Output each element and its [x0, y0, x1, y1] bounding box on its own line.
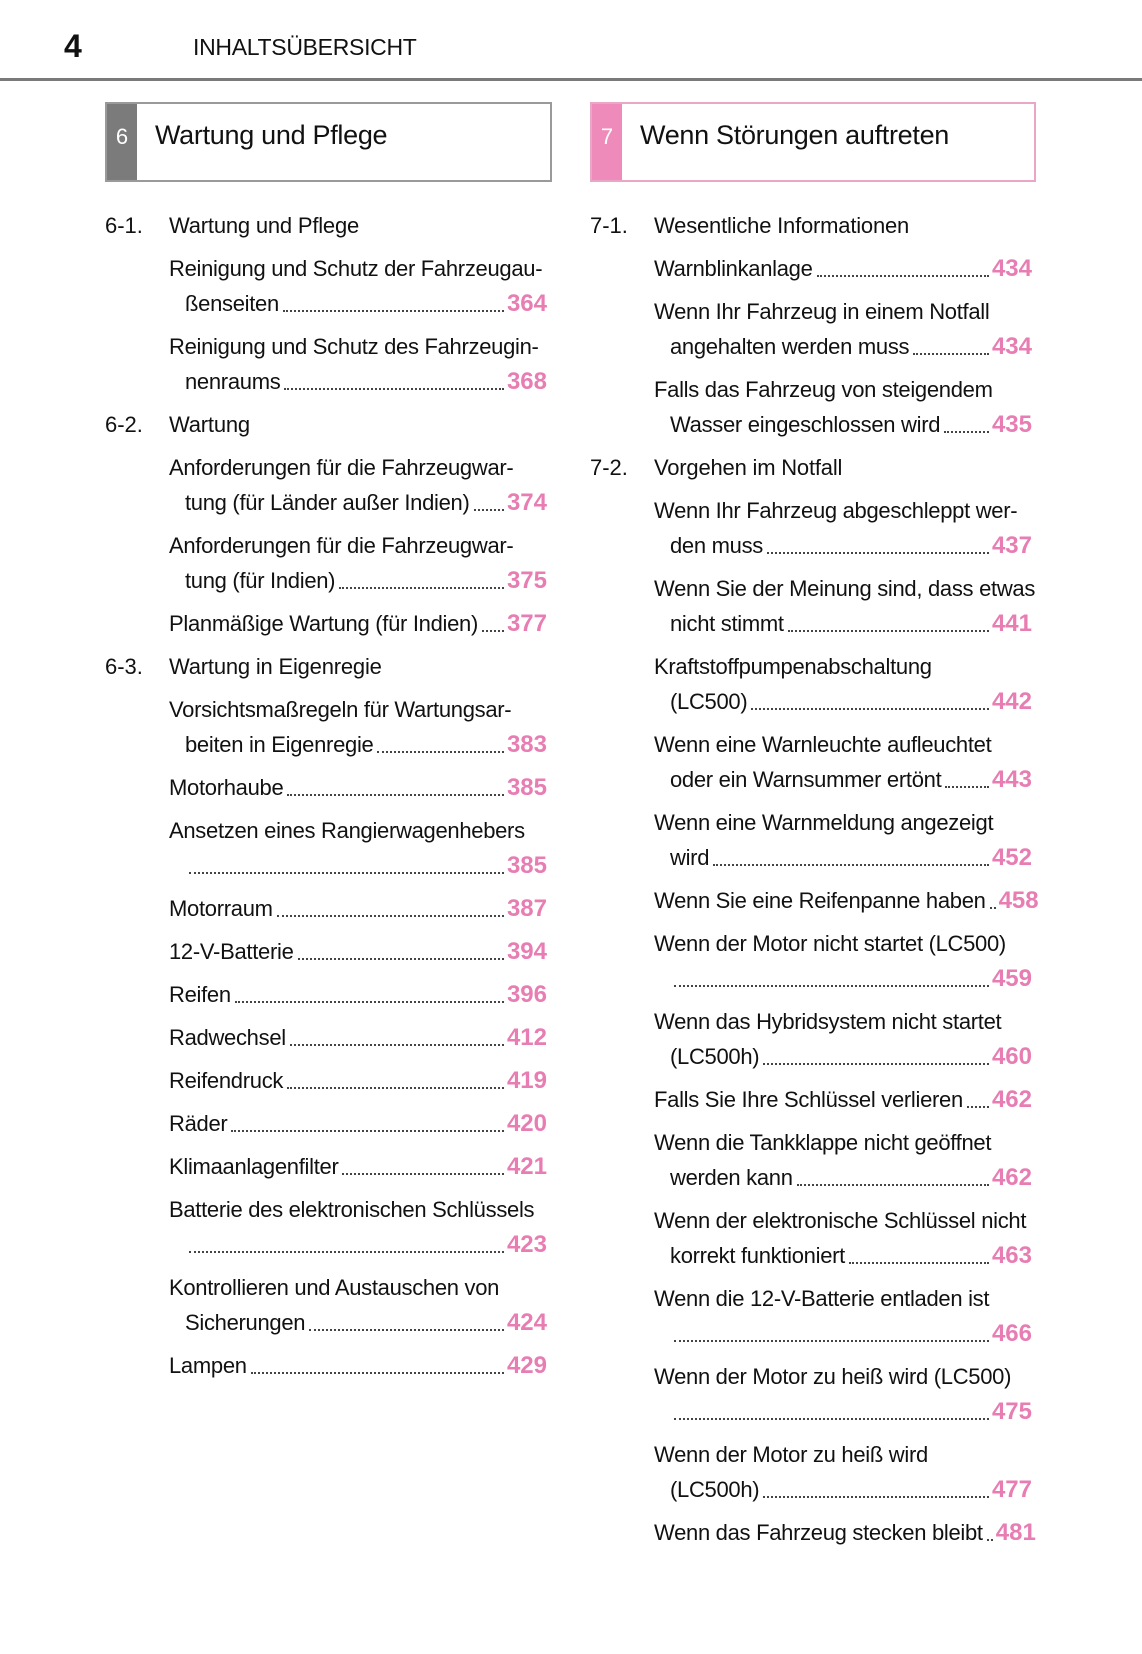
dot-leader: [797, 1184, 989, 1186]
toc-entry[interactable]: [169, 934, 547, 969]
dot-leader: [674, 1340, 989, 1342]
toc-entry-line: [654, 1437, 1032, 1472]
entry-text: Wenn Sie der Meinung sind, dass etwas: [654, 576, 1036, 601]
section-number: 7-2.: [590, 455, 628, 480]
toc-entry-line: [654, 1004, 1032, 1039]
entry-text: werden kann: [670, 1165, 793, 1190]
page-link[interactable]: 385: [506, 852, 547, 879]
entry-text: Reinigung und Schutz des Fahrzeugin-: [169, 334, 539, 359]
toc-entry-line: [169, 286, 547, 321]
entry-text: (LC500h): [670, 1477, 760, 1502]
chapter-7-header[interactable]: [590, 102, 1036, 182]
toc-entry-line: [654, 1281, 1032, 1316]
toc-entry-line: [654, 528, 1032, 563]
toc-entry-line: [169, 450, 547, 485]
entry-text: Kraftstoffpumpenabschaltung: [654, 654, 932, 679]
entry-text: Wenn eine Warnmeldung angezeigt: [654, 810, 994, 835]
toc-entry[interactable]: [169, 1020, 547, 1055]
toc-entry[interactable]: [169, 891, 547, 926]
entry-text: Wenn der Motor zu heiß wird (LC500): [654, 1364, 1012, 1389]
dot-leader: [945, 786, 989, 788]
toc-entry-line: [654, 493, 1032, 528]
toc-entry[interactable]: [654, 883, 1039, 918]
page-link[interactable]: 377: [506, 610, 547, 637]
toc-entry-line: [654, 684, 1032, 719]
section-heading[interactable]: [105, 407, 547, 442]
toc-entry-line: [654, 840, 1032, 875]
page-link[interactable]: 420: [506, 1110, 547, 1137]
toc-entry-line: [654, 294, 1032, 329]
entry-text: Batterie des elektronischen Schlüssels: [169, 1197, 535, 1222]
toc-entry-line: [169, 364, 547, 399]
toc-entry[interactable]: [169, 450, 547, 520]
toc-entry[interactable]: [169, 770, 547, 805]
entry-text: Wenn das Fahrzeug stecken bleibt: [654, 1520, 983, 1545]
dot-leader: [283, 310, 504, 312]
toc-entry-line: [169, 1149, 547, 1184]
dot-leader: [298, 958, 504, 960]
toc-entry-line: [654, 1160, 1032, 1195]
dot-leader: [763, 1496, 989, 1498]
dot-leader: [788, 630, 989, 632]
chapter-title: Wartung und Pflege: [155, 120, 388, 150]
entry-text: korrekt funktioniert: [670, 1243, 845, 1268]
toc-entry-line: [654, 1472, 1032, 1507]
entry-text: nicht stimmt: [670, 611, 784, 636]
toc-entry-line: [169, 1192, 547, 1227]
entry-text: Wenn das Hybridsystem nicht startet: [654, 1009, 1002, 1034]
toc-entry[interactable]: [654, 1359, 1032, 1429]
toc-entry-line: [169, 692, 547, 727]
entry-text: Falls Sie Ihre Schlüssel verlieren: [654, 1087, 963, 1112]
toc-entry[interactable]: [169, 1192, 547, 1262]
toc-entry[interactable]: [654, 251, 1032, 286]
entry-text: Wenn der elektronische Schlüssel nicht: [654, 1208, 1027, 1233]
dot-leader: [189, 1251, 504, 1253]
page-link[interactable]: 437: [991, 532, 1032, 559]
entry-text: beiten in Eigenregie: [185, 732, 374, 757]
dot-leader: [767, 552, 989, 554]
dot-leader: [189, 872, 504, 874]
entry-text: Wenn Ihr Fahrzeug abgeschleppt wer-: [654, 498, 1018, 523]
entry-text: Anforderungen für die Fahrzeugwar-: [169, 533, 514, 558]
toc-entry-line: [654, 926, 1032, 961]
toc-entry-line: [169, 1020, 547, 1055]
toc-entry-line: [654, 407, 1032, 442]
chapter-number-tab: 7: [592, 104, 622, 180]
entry-text: Wenn die 12-V-Batterie entladen ist: [654, 1286, 990, 1311]
entry-text: Wenn die Tankklappe nicht geöffnet: [654, 1130, 992, 1155]
dot-leader: [713, 864, 989, 866]
toc-entry[interactable]: [654, 571, 1036, 641]
toc-entry-line: [169, 770, 547, 805]
toc-entry-line: [169, 1270, 547, 1305]
page-header-title: INHALTSÜBERSICHT: [193, 34, 417, 60]
page-link[interactable]: 375: [506, 567, 547, 594]
entry-text: Radwechsel: [169, 1025, 286, 1050]
toc-entry-line: [654, 571, 1036, 606]
toc-entry-line: [169, 813, 547, 848]
toc-entry-line: [654, 762, 1032, 797]
toc-entry-line: [169, 329, 547, 364]
toc-entry-line: [169, 1106, 547, 1141]
toc-entry[interactable]: [169, 251, 547, 321]
entry-text: tung (für Indien): [185, 568, 336, 593]
entry-text: Anforderungen für die Fahrzeugwar-: [169, 455, 514, 480]
dot-leader: [474, 509, 504, 511]
page-link[interactable]: 364: [506, 290, 547, 317]
page-link[interactable]: 462: [991, 1086, 1032, 1113]
page-link[interactable]: 419: [506, 1067, 547, 1094]
toc-entry[interactable]: [169, 606, 547, 641]
entry-text: Wasser eingeschlossen wird: [670, 412, 941, 437]
entry-text: Wenn der Motor zu heiß wird: [654, 1442, 928, 1467]
entry-text: Wenn eine Warnleuchte aufleuchtet: [654, 732, 992, 757]
entry-text: Reinigung und Schutz der Fahrzeugau-: [169, 256, 543, 281]
header-divider: [0, 78, 1142, 81]
entry-text: Kontrollieren und Austauschen von: [169, 1275, 500, 1300]
toc-entry-line: [169, 606, 547, 641]
chapter-6-toc: [105, 208, 547, 1391]
toc-entry[interactable]: [654, 1004, 1032, 1074]
toc-entry[interactable]: [654, 649, 1032, 719]
toc-entry-line: [654, 961, 1032, 996]
toc-entry[interactable]: [169, 977, 547, 1012]
page-link[interactable]: 481: [995, 1519, 1036, 1546]
toc-entry-line: [169, 563, 547, 598]
page-link[interactable]: 434: [991, 333, 1032, 360]
page-link[interactable]: 452: [991, 844, 1032, 871]
entry-text: Räder: [169, 1111, 228, 1136]
toc-entry[interactable]: [169, 1270, 547, 1340]
toc-entry[interactable]: [169, 692, 547, 762]
dot-leader: [944, 431, 989, 433]
toc-entry-line: [654, 1515, 1036, 1550]
page-link[interactable]: 477: [991, 1476, 1032, 1503]
toc-entry-line: [169, 1348, 547, 1383]
toc-entry[interactable]: [654, 493, 1032, 563]
toc-entry-line: [654, 251, 1032, 286]
chapter-6-header[interactable]: [105, 102, 552, 182]
dot-leader: [277, 915, 504, 917]
toc-entry-line: [169, 251, 547, 286]
page-link[interactable]: 466: [991, 1320, 1032, 1347]
entry-text: Falls das Fahrzeug von steigendem: [654, 377, 993, 402]
toc-entry[interactable]: [654, 926, 1032, 996]
dot-leader: [287, 1087, 504, 1089]
toc-entry[interactable]: [654, 1515, 1036, 1550]
section-title: Wartung in Eigenregie: [169, 654, 382, 679]
dot-leader: [287, 794, 504, 796]
section-number: 6-2.: [105, 412, 143, 437]
toc-entry-line: [654, 1082, 1032, 1117]
toc-entry-line: [169, 1063, 547, 1098]
section-heading[interactable]: [105, 649, 547, 684]
toc-entry[interactable]: [654, 1082, 1032, 1117]
entry-text: Reifendruck: [169, 1068, 284, 1093]
dot-leader: [990, 907, 996, 909]
entry-text: Sicherungen: [185, 1310, 306, 1335]
section-title: Wesentliche Informationen: [654, 213, 910, 238]
section-title: Wartung und Pflege: [169, 213, 360, 238]
toc-entry-line: [169, 727, 547, 762]
entry-text: Lampen: [169, 1353, 247, 1378]
dot-leader: [913, 353, 989, 355]
toc-entry-line: [654, 1316, 1032, 1351]
toc-entry-line: [654, 1039, 1032, 1074]
dot-leader: [251, 1372, 504, 1374]
section-title: Wartung: [169, 412, 250, 437]
dot-leader: [377, 751, 503, 753]
page-link[interactable]: 424: [506, 1309, 547, 1336]
page-link[interactable]: 443: [991, 766, 1032, 793]
page-link[interactable]: 394: [506, 938, 547, 965]
dot-leader: [339, 587, 504, 589]
toc-entry[interactable]: [169, 528, 547, 598]
toc-entry[interactable]: [169, 1149, 547, 1184]
entry-text: angehalten werden muss: [670, 334, 910, 359]
page-link[interactable]: 442: [991, 688, 1032, 715]
section-heading[interactable]: [590, 208, 1032, 243]
entry-text: Motorhaube: [169, 775, 284, 800]
dot-leader: [235, 1001, 504, 1003]
page-link[interactable]: 459: [991, 965, 1032, 992]
entry-text: Warnblinkanlage: [654, 256, 813, 281]
toc-entry[interactable]: [169, 1106, 547, 1141]
page-link[interactable]: 463: [991, 1242, 1032, 1269]
entry-text: Wenn Sie eine Reifenpanne haben: [654, 888, 986, 913]
chapter-number-tab: 6: [107, 104, 137, 180]
toc-entry-line: [169, 848, 547, 883]
toc-entry[interactable]: [169, 1348, 547, 1383]
entry-text: (LC500h): [670, 1044, 760, 1069]
toc-entry-line: [654, 649, 1032, 684]
entry-text: Ansetzen eines Rangierwagenhebers: [169, 818, 525, 843]
toc-entry-line: [169, 891, 547, 926]
toc-entry[interactable]: [654, 1125, 1032, 1195]
page-link[interactable]: 421: [506, 1153, 547, 1180]
dot-leader: [482, 630, 504, 632]
entry-text: Motorraum: [169, 896, 273, 921]
toc-entry-line: [654, 805, 1032, 840]
entry-text: nenraums: [185, 369, 281, 394]
toc-entry-line: [169, 977, 547, 1012]
chapter-title: Wenn Störungen auftreten: [640, 120, 950, 150]
toc-entry-line: [654, 606, 1032, 641]
page-link[interactable]: 368: [506, 368, 547, 395]
page-link[interactable]: 374: [506, 489, 547, 516]
page-link[interactable]: 441: [991, 610, 1032, 637]
toc-entry-line: [654, 1359, 1032, 1394]
toc-entry[interactable]: [654, 805, 1032, 875]
section-title: Vorgehen im Notfall: [654, 455, 843, 480]
page-link[interactable]: 423: [506, 1231, 547, 1258]
section-heading[interactable]: [590, 450, 1032, 485]
toc-entry-line: [169, 1305, 547, 1340]
page-link[interactable]: 462: [991, 1164, 1032, 1191]
dot-leader: [231, 1130, 504, 1132]
entry-text: Wenn Ihr Fahrzeug in einem Notfall: [654, 299, 990, 324]
entry-text: ßenseiten: [185, 291, 279, 316]
dot-leader: [817, 275, 989, 277]
toc-entry-line: [654, 329, 1032, 364]
chapter-7-toc: [590, 208, 1039, 1558]
toc-entry-line: [169, 934, 547, 969]
dot-leader: [987, 1539, 993, 1541]
dot-leader: [967, 1106, 989, 1108]
dot-leader: [674, 985, 989, 987]
entry-text: Vorsichtsmaßregeln für Wartungsar-: [169, 697, 512, 722]
section-number: 6-3.: [105, 654, 143, 679]
toc-entry-line: [654, 883, 1039, 918]
toc-entry-line: [169, 1227, 547, 1262]
toc-entry[interactable]: [169, 329, 547, 399]
page-link[interactable]: 460: [991, 1043, 1032, 1070]
toc-entry-line: [654, 1394, 1032, 1429]
entry-text: den muss: [670, 533, 763, 558]
page-link[interactable]: 385: [506, 774, 547, 801]
page-link[interactable]: 412: [506, 1024, 547, 1051]
toc-entry[interactable]: [654, 294, 1032, 364]
toc-entry-line: [169, 528, 547, 563]
toc-entry-line: [169, 485, 547, 520]
dot-leader: [309, 1329, 504, 1331]
entry-text: 12-V-Batterie: [169, 939, 294, 964]
dot-leader: [763, 1063, 989, 1065]
dot-leader: [342, 1173, 503, 1175]
toc-entry[interactable]: [169, 1063, 547, 1098]
entry-text: oder ein Warnsummer ertönt: [670, 767, 942, 792]
entry-text: Reifen: [169, 982, 231, 1007]
page-link[interactable]: 383: [506, 731, 547, 758]
toc-entry-line: [654, 1203, 1032, 1238]
dot-leader: [751, 708, 989, 710]
toc-entry-line: [654, 1125, 1032, 1160]
dot-leader: [674, 1418, 989, 1420]
page-number: 4: [64, 28, 82, 64]
section-heading[interactable]: [105, 208, 547, 243]
toc-entry-line: [654, 727, 1032, 762]
toc-entry[interactable]: [654, 727, 1032, 797]
section-number: 6-1.: [105, 213, 143, 238]
page-link[interactable]: 435: [991, 411, 1032, 438]
toc-entry[interactable]: [654, 1203, 1032, 1273]
dot-leader: [284, 388, 504, 390]
page-link[interactable]: 396: [506, 981, 547, 1008]
toc-entry[interactable]: [654, 1281, 1032, 1351]
page-link[interactable]: 475: [991, 1398, 1032, 1425]
toc-entry[interactable]: [654, 1437, 1032, 1507]
page-link[interactable]: 458: [998, 887, 1039, 914]
toc-entry[interactable]: [169, 813, 547, 883]
dot-leader: [849, 1262, 989, 1264]
toc-entry[interactable]: [654, 372, 1032, 442]
entry-text: Planmäßige Wartung (für Indien): [169, 611, 479, 636]
page-link[interactable]: 429: [506, 1352, 547, 1379]
entry-text: tung (für Länder außer Indien): [185, 490, 470, 515]
page-link[interactable]: 434: [991, 255, 1032, 282]
entry-text: wird: [670, 845, 710, 870]
toc-entry-line: [654, 1238, 1032, 1273]
entry-text: (LC500): [670, 689, 748, 714]
toc-entry-line: [654, 372, 1032, 407]
page-link[interactable]: 387: [506, 895, 547, 922]
entry-text: Klimaanlagenfilter: [169, 1154, 339, 1179]
dot-leader: [290, 1044, 504, 1046]
entry-text: Wenn der Motor nicht startet (LC500): [654, 931, 1006, 956]
section-number: 7-1.: [590, 213, 628, 238]
